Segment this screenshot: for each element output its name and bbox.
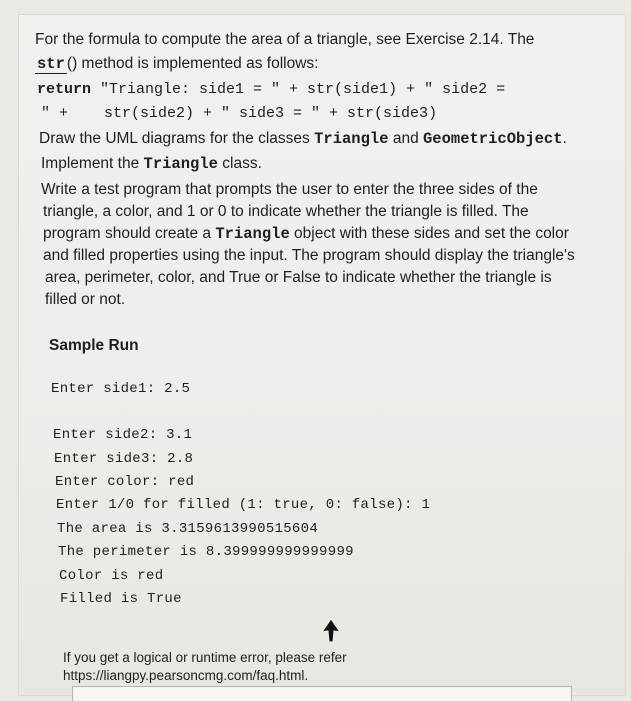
sample-run-line: Enter side3: 2.8: [54, 451, 194, 467]
impl-text-pre: Implement the: [41, 155, 144, 172]
code-line-1-text: "Triangle: side1 = " + str(side1) + " side2 =: [91, 81, 506, 98]
intro-line-2: [35, 55, 318, 74]
class-name-triangle-2: Triangle: [143, 155, 218, 173]
test-line-2: triangle, a color, and 1 or 0 to indicate whether the triangle is filled. The: [43, 203, 529, 220]
error-help-line-1: If you get a logical or runtime error, please refer: [63, 650, 347, 665]
implement-instruction: [41, 155, 262, 173]
test-line-3-pre: program should create a: [43, 225, 216, 242]
class-name-geometricobject: GeometricObject: [423, 130, 563, 148]
sample-run-line: Color is red: [59, 568, 164, 584]
test-line-4: and filled properties using the input. The program should display the triangle's: [43, 247, 575, 264]
mouse-cursor-icon: [320, 618, 342, 644]
str-method-blank: str: [37, 55, 65, 73]
uml-text-post: .: [562, 130, 567, 147]
faq-link[interactable]: https://liangpy.pearsoncmg.com/faq.html.: [63, 668, 309, 683]
class-name-triangle: Triangle: [314, 130, 389, 148]
exercise-page: [18, 14, 626, 696]
class-name-triangle-3: Triangle: [215, 225, 290, 243]
test-line-1: Write a test program that prompts the user to enter the three sides of the: [41, 181, 538, 198]
code-line-1: [37, 81, 505, 98]
return-keyword: return: [37, 81, 92, 98]
sample-run-line: Enter side1: 2.5: [51, 381, 191, 397]
code-line-2: " + str(side2) + " side3 = " + str(side3): [41, 105, 438, 122]
uml-instruction: [39, 130, 567, 148]
answer-input-edge[interactable]: [72, 686, 572, 701]
sample-run-line: Enter color: red: [55, 474, 195, 490]
test-line-6: filled or not.: [45, 291, 126, 308]
test-line-5: area, perimeter, color, and True or False to indicate whether the triangle is: [45, 269, 552, 286]
test-line-3: [43, 225, 569, 243]
intro-line-2-text: () method is implemented as follows:: [66, 55, 319, 72]
sample-run-line: The area is 3.3159613990515604: [57, 521, 319, 537]
sample-run-line: Enter side2: 3.1: [53, 427, 193, 443]
sample-run-line: Filled is True: [60, 591, 182, 607]
impl-text-post: class.: [217, 155, 262, 172]
uml-text-pre: Draw the UML diagrams for the classes: [39, 130, 315, 147]
uml-text-mid: and: [388, 130, 423, 147]
test-line-3-post: object with these sides and set the color: [289, 225, 569, 242]
intro-line-1: For the formula to compute the area of a triangle, see Exercise 2.14. The: [35, 31, 535, 48]
sample-run-heading: Sample Run: [49, 337, 139, 354]
sample-run-line: Enter 1/0 for filled (1: true, 0: false): 1: [56, 497, 431, 513]
sample-run-line: The perimeter is 8.399999999999999: [58, 544, 354, 560]
